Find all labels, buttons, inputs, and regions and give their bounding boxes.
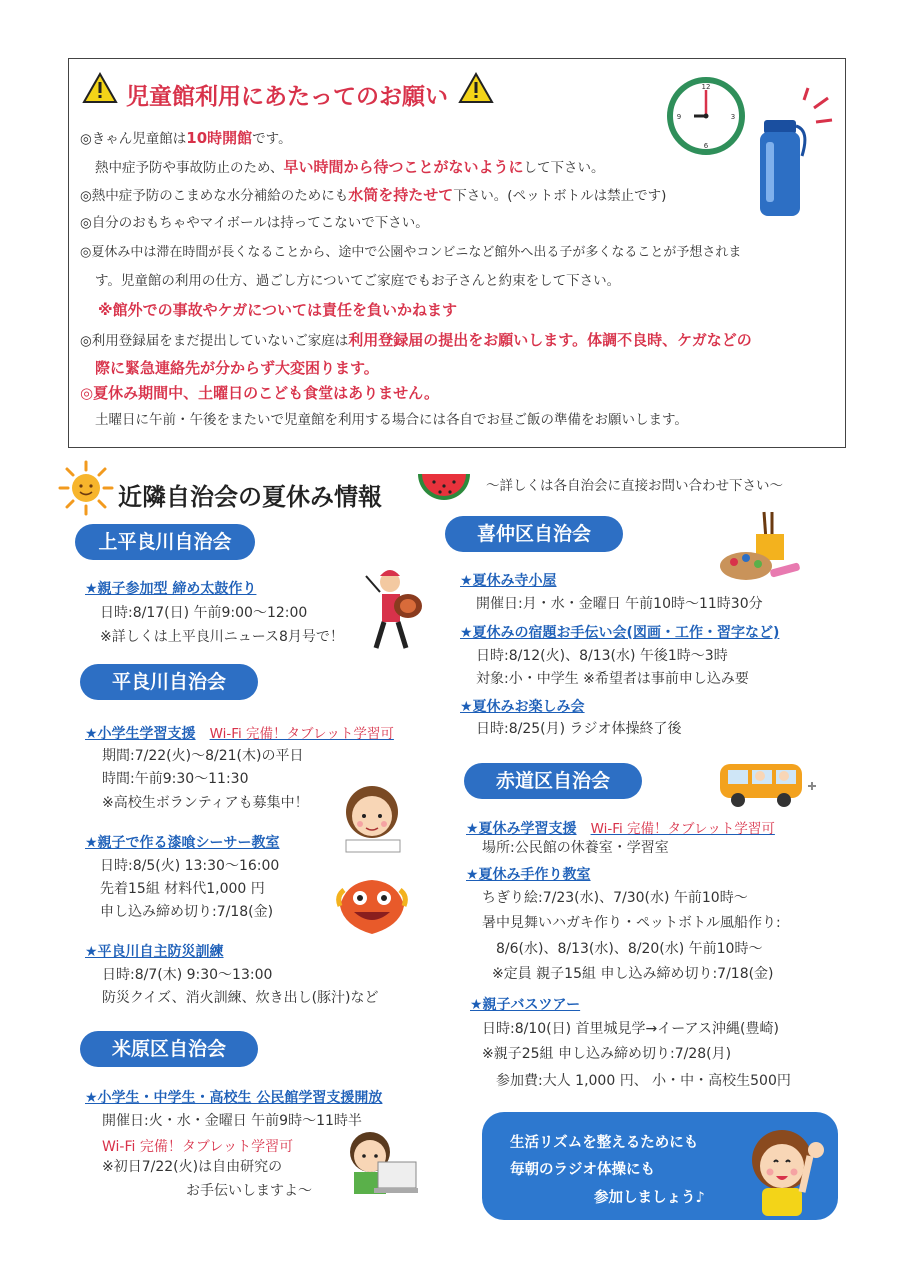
kamihirara-event-1-date: 日時:8/17(日) 午前9:00～12:00 xyxy=(100,605,308,621)
notice-line-11: 土曜日に午前・午後をまたいで児童館を利用する場合には各自でお昼ご飯の準備をお願いします。 xyxy=(95,412,688,428)
kamihirara-event-1: ★親子参加型 締め太鼓作り xyxy=(85,581,257,597)
akamichi-event-2-dates: 8/6(水)、8/13(水)、8/20(水) 午前10時～ xyxy=(496,941,763,957)
radio-line-2: 毎朝のラジオ体操にも xyxy=(510,1162,655,1178)
hirara-heading: 平良川自治会 xyxy=(80,664,258,700)
akamichi-event-2-chigirie: ちぎり絵:7/23(水)、7/30(水) 午前10時～ xyxy=(482,890,748,906)
girl-studying-icon xyxy=(338,782,408,860)
notice-line-10: ◎夏休み期間中、土曜日のこども食堂はありません。 xyxy=(80,384,439,402)
notice-line-2: 熱中症予防や事故防止のため、早い時間から待つことがないようにして下さい。 xyxy=(95,158,605,176)
yonabaru-event-1-wifi: Wi-Fi 完備！タブレット学習可 xyxy=(102,1139,294,1155)
info-title: 近隣自治会の夏休み情報 xyxy=(118,483,382,511)
info-note: ～詳しくは各自治会に直接お問い合わせ下さい～ xyxy=(486,478,783,494)
akamichi-event-2: ★夏休み手作り教室 xyxy=(466,867,591,883)
warning-icon xyxy=(458,72,494,104)
akamichi-event-3-date: 日時:8/10(日) 首里城見学→イーアス沖縄(豊崎) xyxy=(482,1021,779,1037)
akamichi-event-2-capacity: ※定員 親子15組 申し込み締め切り:7/18(金) xyxy=(492,966,774,982)
akamichi-event-2-crafts: 暑中見舞いハガキ作り・ペットボトル風船作り: xyxy=(482,915,781,931)
kamihirara-event-1-note: ※詳しくは上平良川ニュース8月号で！ xyxy=(100,629,344,645)
kichuku-event-1-days: 開催日:月・水・金曜日 午前10時～11時30分 xyxy=(476,596,763,612)
hirara-event-1-note: ※高校生ボランティアも募集中！ xyxy=(102,795,309,811)
akamichi-event-3-capacity: ※親子25組 申し込み締め切り:7/28(月) xyxy=(482,1046,732,1062)
akamichi-event-1-place: 場所:公民館の休養室・学習室 xyxy=(482,840,669,856)
akamichi-event-3: ★親子バスツアー xyxy=(470,997,581,1013)
akamichi-event-1: ★夏休み学習支援 Wi-Fi 完備！タブレット学習可 xyxy=(466,821,775,837)
water-bottle-icon xyxy=(752,86,838,222)
hirara-event-2-date: 日時:8/5(火) 13:30～16:00 xyxy=(100,858,280,874)
notice-line-8: ◎利用登録届をまだ提出していないご家庭は利用登録届の提出をお願いします。体調不良時、ケガなどの xyxy=(80,331,752,349)
kichuku-event-2: ★夏休みの宿題お手伝い会(図画・工作・習字など) xyxy=(460,625,780,641)
notice-line-9: 際に緊急連絡先が分からず大変困ります。 xyxy=(95,359,379,377)
kichuku-event-3-date: 日時:8/25(月) ラジオ体操終了後 xyxy=(476,721,682,737)
notice-line-4: ◎自分のおもちゃやマイボールは持ってこないで下さい。 xyxy=(80,215,429,231)
yonabaru-heading: 米原区自治会 xyxy=(80,1031,258,1067)
hirara-event-2: ★親子で作る漆喰シーサー教室 xyxy=(85,835,280,851)
akamichi-heading: 赤道区自治会 xyxy=(464,763,642,799)
notice-line-5: ◎夏休み中は滞在時間が長くなることから、途中で公園やコンビニなど館外へ出る子が多くなることが予想されま xyxy=(80,245,742,260)
hirara-event-1: ★小学生学習支援 Wi-Fi 完備！タブレット学習可 xyxy=(85,726,394,742)
kichuku-event-1: ★夏休み寺小屋 xyxy=(460,573,557,589)
yonabaru-event-1-note: ※初日7/22(火)は自由研究の xyxy=(102,1159,283,1175)
hirara-event-3: ★平良川自主防災訓練 xyxy=(85,944,224,960)
hirara-event-1-period: 期間:7/22(火)～8/21(木)の平日 xyxy=(102,748,304,764)
yonabaru-event-1-days: 開催日:火・水・金曜日 午前9時～11時半 xyxy=(102,1113,362,1129)
notice-title: 児童館利用にあたってのお願い xyxy=(126,84,448,110)
sun-icon xyxy=(58,460,114,520)
akamichi-event-3-fee: 参加費:大人 1,000 円、 小・中・高校生500円 xyxy=(496,1073,791,1089)
boy-laptop-icon xyxy=(340,1128,420,1202)
kichuku-event-3: ★夏休みお楽しみ会 xyxy=(460,699,585,715)
svg-text:3: 3 xyxy=(730,113,736,121)
notice-line-7: ※館外での事故やケガについては責任を負いかねます xyxy=(98,301,457,319)
radio-line-3: 参加しましょう♪ xyxy=(594,1190,705,1206)
hirara-event-2-deadline: 申し込み締め切り:7/18(金) xyxy=(100,904,274,920)
hirara-event-1-time: 時間:午前9:30～11:30 xyxy=(102,771,249,787)
woman-waving-icon xyxy=(736,1120,832,1222)
bus-icon xyxy=(716,758,820,814)
hirara-event-3-date: 日時:8/7(木) 9:30～13:00 xyxy=(102,967,273,983)
art-supplies-icon xyxy=(716,510,806,590)
notice-line-3: ◎熱中症予防のこまめな水分補給のためにも水筒を持たせて下さい。(ペットボトルは禁止です) xyxy=(80,186,667,204)
svg-text:9: 9 xyxy=(676,113,682,121)
svg-text:12: 12 xyxy=(701,83,711,91)
kichuku-heading: 喜仲区自治会 xyxy=(445,516,623,552)
warning-icon xyxy=(82,72,118,104)
notice-line-6: す。児童館の利用の仕方、過ごし方についてご家庭でもお子さんと約束をして下さい。 xyxy=(95,273,621,289)
kamihirara-heading: 上平良川自治会 xyxy=(75,524,255,560)
kichuku-event-2-target: 対象:小・中学生 ※希望者は事前申し込み要 xyxy=(476,671,749,687)
radio-line-1: 生活リズムを整えるためにも xyxy=(510,1135,699,1151)
yonabaru-event-1: ★小学生・中学生・高校生 公民館学習支援開放 xyxy=(85,1090,383,1106)
yonabaru-event-1-note-2: お手伝いしますよ～ xyxy=(186,1183,312,1199)
clock-icon xyxy=(666,76,746,160)
drummer-icon xyxy=(352,562,432,656)
notice-line-1: ◎きゃん児童館は10時開館です。 xyxy=(80,129,292,147)
kichuku-event-2-date: 日時:8/12(火)、8/13(水) 午後1時～3時 xyxy=(476,648,728,664)
watermelon-icon xyxy=(414,468,474,512)
hirara-event-2-fee: 先着15組 材料代1,000 円 xyxy=(100,881,265,897)
shisa-icon xyxy=(336,876,408,942)
svg-text:6: 6 xyxy=(703,142,709,150)
hirara-event-3-content: 防災クイズ、消火訓練、炊き出し(豚汁)など xyxy=(102,990,379,1006)
